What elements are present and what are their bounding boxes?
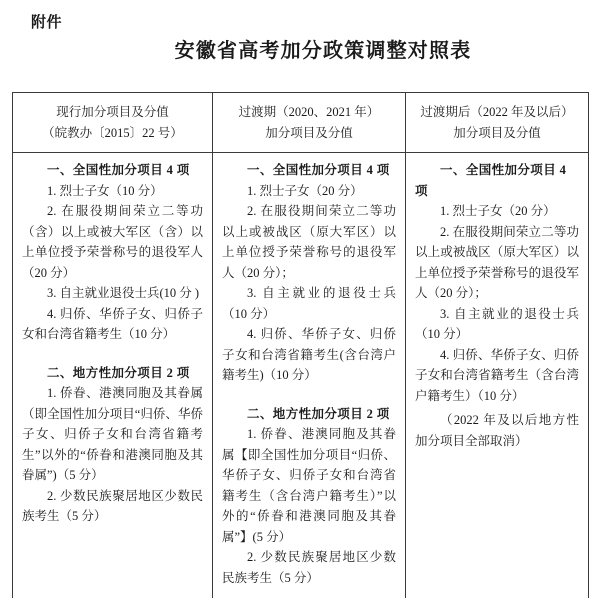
national-item: 3. 自主就业退役士兵(10 分 ) [22, 283, 203, 304]
table-header-row [13, 93, 589, 153]
column-header-line2: （皖教办〔2015〕22 号） [19, 123, 206, 144]
attachment-label: 附件 [31, 12, 62, 34]
national-section-heading: 一、全国性加分项目 4 项 [415, 160, 579, 201]
national-item: 2. 在服役期间荣立二等功以上或被战区（原大军区）以上单位授予荣誉称号的退役军人（20 分）； [415, 222, 579, 304]
national-item: 1. 烈士子女（10 分） [22, 181, 203, 202]
national-item: 4. 归侨、华侨子女、归侨子女和台湾省籍考生（10 分） [22, 304, 203, 345]
column-header-current [13, 93, 213, 153]
local-item: 2. 少数民族聚居地区少数民族考生（5 分） [22, 486, 203, 527]
national-item: 2. 在服役期间荣立二等功（含）以上或被大军区（含）以上单位授予荣誉称号的退役军人（20 分） [22, 201, 203, 283]
national-item: 4. 归侨、华侨子女、归侨子女和台湾省籍考生(含台湾户籍考生)（10 分） [222, 324, 396, 386]
local-section-heading: 二、地方性加分项目 2 项 [222, 404, 396, 425]
local-section-heading: 二、地方性加分项目 2 项 [22, 363, 203, 384]
national-item: 1. 烈士子女（20 分） [415, 201, 579, 222]
local-policy-cancelled-note: （2022 年及以后地方性加分项目全部取消） [415, 410, 579, 451]
national-item: 3. 自主就业的退役士兵（10 分） [415, 304, 579, 345]
table-row [13, 153, 589, 598]
column-header-line1: 过渡期（2020、2021 年） [219, 102, 399, 123]
column-header-line2: 加分项目及分值 [219, 123, 399, 144]
local-item: 1. 侨眷、港澳同胞及其眷属【即全国性加分项目“归侨、华侨子女、归侨子女和台湾省籍考生（含台湾户籍考生）”以外的“侨眷和港澳同胞及其眷属”】(5 分） [222, 424, 396, 547]
page-title: 安徽省高考加分政策调整对照表 [0, 36, 600, 66]
column-header-transition [213, 93, 406, 153]
national-item: 2. 在服役期间荣立二等功以上或被战区（原大军区）以上单位授予荣誉称号的退役军人（20 分）； [222, 201, 396, 283]
national-item: 1. 烈士子女（20 分） [222, 181, 396, 202]
cell-transition-policy [213, 153, 406, 598]
cell-post-transition-policy [406, 153, 589, 598]
local-item: 2. 少数民族聚居地区少数民族考生（5 分） [222, 547, 396, 588]
national-item: 4. 归侨、华侨子女、归侨子女和台湾省籍考生（含台湾户籍考生）（10 分） [415, 345, 579, 407]
cell-current-policy [13, 153, 213, 598]
policy-comparison-table [12, 92, 589, 598]
national-item: 3. 自主就业的退役士兵（10 分） [222, 283, 396, 324]
national-section-heading: 一、全国性加分项目 4 项 [222, 160, 396, 181]
column-header-line1: 过渡期后（2022 年及以后） [412, 102, 582, 123]
local-item: 1. 侨眷、港澳同胞及其眷属（即全国性加分项目“归侨、华侨子女、归侨子女和台湾省籍考生”以外的“侨眷和港澳同胞及其眷属”)（5 分） [22, 383, 203, 486]
column-header-line2: 加分项目及分值 [412, 123, 582, 144]
column-header-line1: 现行加分项目及分值 [19, 102, 206, 123]
column-header-post-transition [406, 93, 589, 153]
national-section-heading: 一、全国性加分项目 4 项 [22, 160, 203, 181]
